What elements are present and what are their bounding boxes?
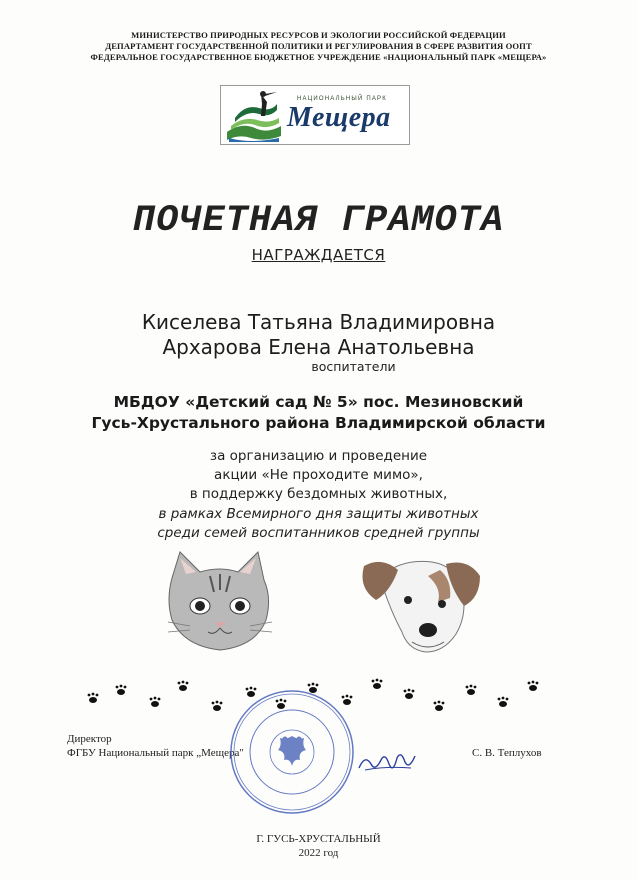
header-department: ДЕПАРТАМЕНТ ГОСУДАРСТВЕННОЙ ПОЛИТИКИ И РЕГУЛИРОВАНИЯ В СФЕРЕ РАЗВИТИЯ ООПТ: [105, 41, 532, 51]
header-ministry: МИНИСТЕРСТВО ПРИРОДНЫХ РЕСУРСОВ И ЭКОЛОГИИ РОССИЙСКОЙ ФЕДЕРАЦИИ: [131, 30, 506, 40]
park-logo: [220, 85, 410, 145]
paw-icon: [372, 679, 383, 689]
organization-line-1: МБДОУ «Детский сад № 5» пос. Мезиновский: [113, 393, 524, 411]
signatory-position: Директор: [67, 733, 112, 745]
recipient-role: воспитатели: [311, 359, 396, 374]
paw-icon: [498, 697, 509, 707]
recipient-name-1: Киселева Татьяна Владимировна: [141, 310, 496, 334]
logo-caption: НАЦИОНАЛЬНЫЙ ПАРК: [297, 96, 387, 102]
signatory-name: С. В. Теплухов: [472, 747, 542, 759]
reason-line-4: в рамках Всемирного дня защиты животных: [158, 506, 479, 522]
official-stamp-icon: [228, 688, 356, 816]
paw-icon: [466, 685, 477, 695]
paw-icon: [404, 689, 415, 699]
paw-icon: [434, 701, 445, 711]
handwritten-signature-icon: [355, 746, 423, 776]
reason-line-2: акции «Не проходите мимо»,: [214, 467, 423, 483]
paw-icon: [178, 681, 189, 691]
pets-illustration: [150, 548, 490, 660]
certificate-title: ПОЧЕТНАЯ ГРАМОТА: [132, 200, 505, 242]
puppy-icon: [363, 561, 481, 652]
paw-icon: [528, 681, 539, 691]
footer-city: Г. ГУСЬ-ХРУСТАЛЬНЫЙ: [256, 833, 381, 845]
logo-wordmark: Мещера: [287, 102, 391, 133]
paw-icon: [150, 697, 161, 707]
organization-line-2: Гусь-Хрустального района Владимирской области: [91, 414, 546, 432]
reason-line-5: среди семей воспитанников средней группы: [157, 525, 480, 541]
signatory-organization: ФГБУ Национальный парк „Мещера": [67, 747, 244, 759]
header-institution: ФЕДЕРАЛЬНОЕ ГОСУДАРСТВЕННОЕ БЮДЖЕТНОЕ УЧРЕЖДЕНИЕ «НАЦИОНАЛЬНЫЙ ПАРК «МЕЩЕРА»: [90, 52, 547, 62]
reason-line-3: в поддержку бездомных животных,: [189, 486, 448, 502]
reason-line-1: за организацию и проведение: [209, 448, 428, 464]
kitten-icon: [168, 552, 272, 650]
recipient-name-2: Архарова Елена Анатольевна: [162, 335, 475, 359]
paw-icon: [88, 693, 99, 703]
heron-logo-icon: [221, 86, 287, 144]
footer-year: 2022 год: [298, 847, 339, 859]
awarded-label: НАГРАЖДАЕТСЯ: [251, 246, 386, 264]
paw-icon: [116, 685, 127, 695]
paw-icon: [212, 701, 223, 711]
